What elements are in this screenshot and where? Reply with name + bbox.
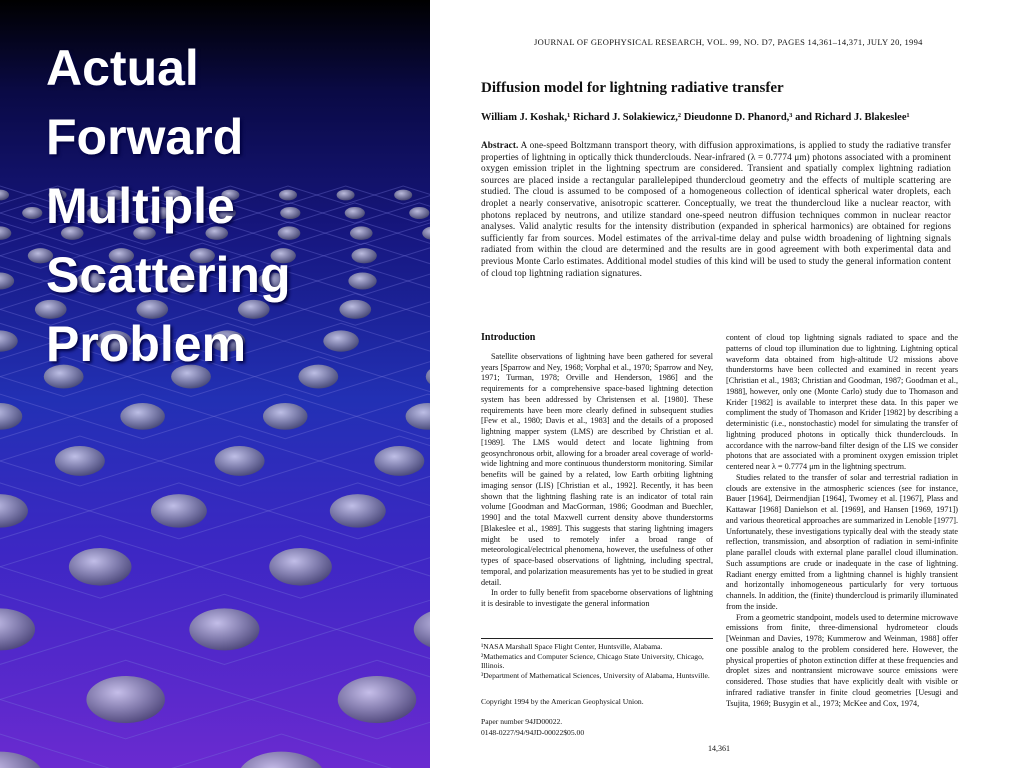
grid-diamond	[398, 323, 430, 359]
intro-right-paragraph-3: From a geometric standpoint, models used to determine microwave emissions from finite, three-dimensional hydrometeor clouds [Weinman and Davies, 1978; Kummerow and Weinman, 1988] offer one possible analog to the problem considered here. However, the physical properties of photon extinction differ at these frequencies and droplet sizes and nontransient microwave source emissions were considered. Those studies that have explicitly dealt with visible or infrared radiative transfer in finite cloud geometries [Uesugi and Tsujita, 1969; Busygin et al., 1973; McKee and Cox, 1974,	[726, 612, 958, 708]
grid-dot	[338, 676, 417, 723]
intro-left-paragraph-2: In order to fully benefit from spaceborne observations of lightning it is desirable to investigate the general information	[481, 588, 713, 608]
intro-left-paragraph-1: Satellite observations of lightning have been gathered for several years [Sparrow and Ney, 1968; Vorphal et al., 1970; Sparrow and Ney, 1971; Turman, 1978; Orville and Henderson, 1986] and the requirements for a comprehensive space-based lightning detection system has been addressed by Christensen et al. [1980]. These requirements have been more clearly defined in subsequent studies [Few et al., 1980; Davis et al., 1983] and the details of a proposed lightning mapper system (LMS) are described by Christian et al. [1989]. The LMS would detect and locate lightning from geosynchronous orbit, allowing for a broader areal coverage of world-wide lightning and more continuous thunderstorm monitoring. Similar benefits will be gained by a related, low Earth orbiting lightning imaging sensor (LIS) [Christian et al., 1992]. Recently, it has been shown that the lightning flashing rate is an indicator of total rain volume [Goodman and MacGorman, 1986; Goodman and Buechler, 1990] and the total Maxwell current density above thunderstorms [Blakeslee et al., 1989]. This suggests that staring lightning imagers might be used to remotely infer a broad range of meteorological/electrical phenomena, however, the usefulness of other types of space-based observations of lightning, including spectral, temporal, and polarization measurements has yet to be studied in great detail.	[481, 351, 713, 587]
grid-dot	[0, 330, 18, 351]
grid-dot	[330, 494, 386, 528]
journal-header: JOURNAL OF GEOPHYSICAL RESEARCH, VOL. 99, NO. D7, PAGES 14,361–14,371, JULY 20, 1994	[534, 37, 923, 47]
author-affiliations	[481, 638, 713, 680]
grid-dot	[238, 752, 326, 768]
slide-title-line-4: Scattering	[46, 247, 291, 303]
grid-diamond	[382, 357, 430, 397]
grid-dot	[0, 273, 14, 290]
introduction-heading: Introduction	[481, 332, 536, 343]
issn-line: 0148-0227/94/94JD-00022$05.00	[481, 728, 585, 737]
paper-number: Paper number 94JD00022.	[481, 717, 563, 726]
grid-diamond	[422, 734, 430, 768]
grid-dot	[55, 446, 105, 476]
grid-dot	[269, 548, 332, 586]
grid-diamond	[405, 243, 430, 268]
slide-title-panel	[0, 0, 430, 768]
grid-dot	[189, 608, 259, 650]
grid-dot	[374, 446, 424, 476]
slide-title-line-5: Problem	[46, 316, 247, 372]
right-column	[726, 333, 958, 709]
grid-dot	[414, 608, 430, 650]
grid-dot	[69, 548, 132, 586]
slide-title-line-1: Actual	[46, 40, 199, 96]
paper-title: Diffusion model for lightning radiative transfer	[481, 80, 784, 96]
copyright-notice: Copyright 1994 by the American Geophysical Union.	[481, 697, 644, 706]
intro-right-paragraph-1: content of cloud top lightning signals radiated to space and the patterns of cloud top illumination due to lightning. Lightning optical waveform data obtained from high-altitude U2 missions above thunderstorms have been collected and examined in recent years [Christian et al., 1983; Christian and Goodman, 1987; Goodman et al., 1988], however, only one (Monte Carlo) study due to Thomason and Krider [1982] is available to interpret these data. In this paper we compliment the study of Thomason and Krider [1982] by describing a deterministic (i.e., nonstochastic) model for simulating the transfer of lightning produced photons in optically thick thunderclouds. In accordance with the narrow-band filter design of the LIS we consider photons that are associated with a prominent oxygen emission triplet centered near λ = 0.7774 μm in the lightning spectrum.	[726, 333, 958, 471]
grid-dot	[394, 190, 412, 201]
grid-dot	[0, 608, 35, 650]
slide-title-line-3: Multiple	[46, 178, 235, 234]
grid-dot	[0, 494, 28, 528]
author-list: William J. Koshak,¹ Richard J. Solakiewicz,² Dieudonne D. Phanord,³ and Richard J. Blakeslee¹	[481, 112, 910, 123]
slide-title	[46, 34, 291, 379]
grid-dot	[406, 403, 430, 430]
grid-dot	[0, 752, 44, 768]
grid-dot	[348, 273, 376, 290]
grid-diamond	[408, 267, 430, 295]
grid-dot	[337, 190, 355, 201]
left-column	[481, 333, 713, 610]
grid-dot	[0, 190, 9, 201]
abstract-label: Abstract.	[481, 140, 519, 150]
grid-dot	[409, 207, 429, 219]
affiliation-1: ¹NASA Marshall Space Flight Center, Huntsville, Alabama.	[481, 642, 663, 651]
grid-dot	[0, 226, 11, 240]
affiliation-2: ²Mathematics and Computer Science, Chicago State University, Chicago, Illinois.	[481, 651, 704, 670]
grid-dot	[120, 403, 165, 430]
grid-dot	[350, 226, 373, 240]
grid-dot	[215, 446, 265, 476]
slide-title-line-2: Forward	[46, 109, 244, 165]
grid-dot	[22, 207, 42, 219]
grid-dot	[422, 226, 430, 240]
grid-dot	[298, 365, 338, 389]
grid-dot	[151, 494, 207, 528]
grid-dot	[0, 403, 22, 430]
grid-dot	[345, 207, 365, 219]
affiliation-3: ³Department of Mathematical Sciences, University of Alabama, Huntsville.	[481, 670, 710, 680]
grid-dot	[86, 676, 165, 723]
paper-number-block	[481, 716, 584, 738]
intro-right-paragraph-2: Studies related to the transfer of solar and terrestrial radiation in clouds are extensive in the atmospheric sciences (see for instance, Bauer [1964], Deirmendjian [1964], Twomey et al. [1967], Plass and Kattawar [1968] Danielson et al. [1969], and Hansen [1969, 1971]) and various theoretical approaches are summarized in Lenoble [1977]. Unfortunately, these investigations typically deal with the steady state reflection, transmission, and absorption of radiation in semi-infinite plane parallel clouds with external plane parallel cloud illumination. Such assumptions are crude or inadequate in the case of lightning. Radiant energy emitted from a lightning channel is highly transient and horizontally inhomogeneous particularly for very tortuous channels. In addition, the (finite) thundercloud is primarily illuminated from the inside.	[726, 472, 958, 611]
grid-diamond	[401, 535, 430, 598]
grid-dot	[339, 300, 371, 319]
grid-dot	[352, 248, 377, 263]
abstract-text: A one-speed Boltzmann transport theory, with diffusion approximations, is applied to study the radiative transfer properties of lightning in optically thick thunderclouds. Near-infrared (λ = 0.7774 μm) photons associated with a prominent oxygen emission triplet in the lightning spectrum are considered. Transient and spatially complex lightning radiation sources are placed inside a rectangular parallelepiped thundercloud geometry and the effects of multiple scattering are studied. The cloud is assumed to be composed of a homogeneous collection of identical spherical water droplets, each droplet a nearly conservative, anisotropic scatterer. Conceptually, we treat the thundercloud like a nuclear reactor, with photons replaced by neutrons, and utilize standard one-speed neutron diffusion techniques common in nuclear reactor analyses. Valid analytic results for the intensity distribution (expanded in spherical harmonics) are obtained for regions sufficiently far from sources. Model estimates of the arrival-time delay and pulse width broadening of lightning signals radiated from within the cloud are determined and the results are in good agreement with both experimental data and previous Monte Carlo estimates. Additional model studies of this kind will be used to study the general information content of cloud top lightning radiation signatures.	[481, 140, 951, 278]
paper-page	[430, 0, 1024, 768]
grid-diamond	[406, 293, 430, 325]
grid-dot	[263, 403, 308, 430]
page-number: 14,361	[708, 744, 730, 753]
abstract	[481, 140, 951, 279]
grid-dot	[323, 330, 359, 351]
